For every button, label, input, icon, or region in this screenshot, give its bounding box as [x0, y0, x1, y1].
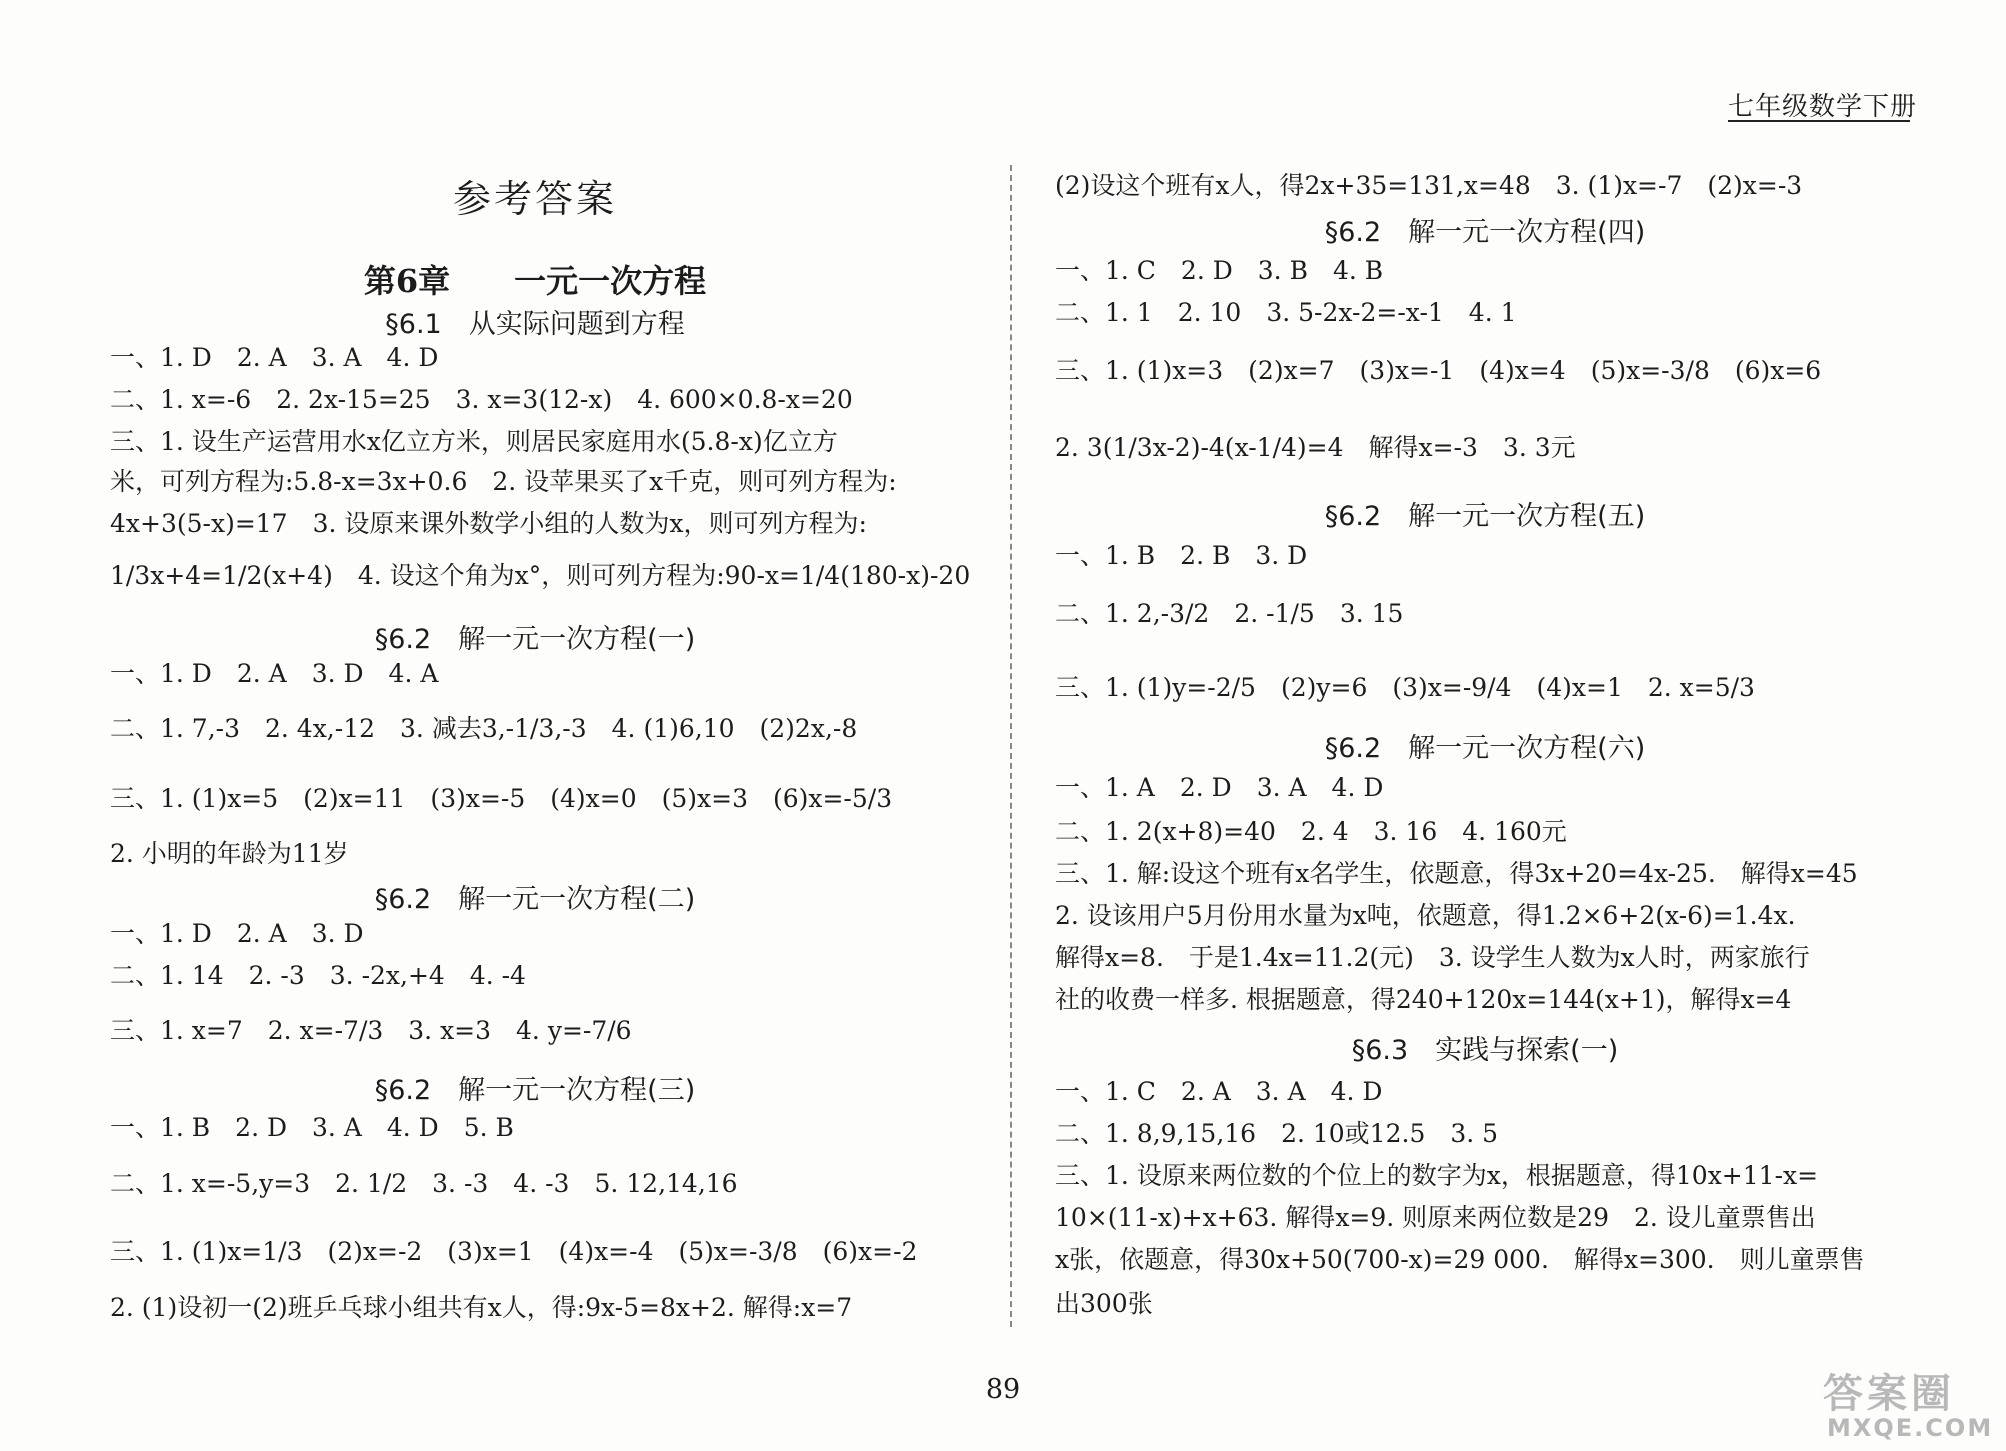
section-title: §6.1 从实际问题到方程 [385, 309, 685, 340]
section-title: §6.2 解一元一次方程(六) [1324, 733, 1646, 764]
answer-line: 一、1. B 2. B 3. D [1055, 541, 1308, 570]
answer-line: 解得x=8. 于是1.4x=11.2(元) 3. 设学生人数为x人时，两家旅行 [1055, 943, 1810, 972]
answer-line: 二、1. 2(x+8)=40 2. 4 3. 16 4. 160元 [1055, 817, 1567, 846]
answer-line: 二、1. 2,-3/2 2. -1/5 3. 15 [1055, 599, 1404, 628]
answer-line: 社的收费一样多. 根据题意，得240+120x=144(x+1)，解得x=4 [1055, 985, 1792, 1014]
watermark-url: MXQE.COM [1827, 1414, 1994, 1442]
answer-line: 一、1. D 2. A 3. D [110, 919, 364, 948]
watermark-logo [1815, 1362, 1997, 1444]
answer-line: 1/3x+4=1/2(x+4) 4. 设这个角为x°，则可列方程为:90-x=1/4(180-x)-20 [110, 561, 971, 590]
answer-line: 一、1. B 2. D 3. A 4. D 5. B [110, 1113, 514, 1142]
answer-line: 一、1. A 2. D 3. A 4. D [1055, 773, 1384, 802]
section-title: §6.2 解一元一次方程(一) [374, 624, 696, 655]
watermark-text: 答案圈 [1823, 1371, 1955, 1417]
answer-line: x张，依题意，得30x+50(700-x)=29 000. 解得x=300. 则儿童票售 [1055, 1245, 1865, 1274]
section-title: §6.3 实践与探索(一) [1351, 1035, 1619, 1066]
answer-line: 米，可列方程为:5.8-x=3x+0.6 2. 设苹果买了x千克，则可列方程为: [110, 467, 897, 496]
answer-line: 二、1. 8,9,15,16 2. 10或12.5 3. 5 [1055, 1119, 1499, 1148]
answer-line: (2)设这个班有x人，得2x+35=131,x=48 3. (1)x=-7 (2)x=-3 [1055, 171, 1803, 200]
answer-line: 三、1. (1)x=3 (2)x=7 (3)x=-1 (4)x=4 (5)x=-3/8 (6)x=6 [1055, 356, 1822, 385]
answer-line: 2. 3(1/3x-2)-4(x-1/4)=4 解得x=-3 3. 3元 [1055, 433, 1576, 462]
answer-line: 一、1. C 2. D 3. B 4. B [1055, 256, 1384, 285]
section-title: §6.2 解一元一次方程(五) [1324, 501, 1646, 532]
chapter-title: 第6章 一元一次方程 [363, 262, 707, 300]
answer-line: 出300张 [1055, 1289, 1153, 1318]
page-number: 89 [985, 1374, 1021, 1405]
answer-line: 二、1. x=-6 2. 2x-15=25 3. x=3(12-x) 4. 600×0.8-x=20 [110, 385, 853, 414]
answer-line: 二、1. 1 2. 10 3. 5-2x-2=-x-1 4. 1 [1055, 298, 1517, 327]
section-title: §6.2 解一元一次方程(二) [374, 884, 696, 915]
section-title: §6.2 解一元一次方程(四) [1324, 217, 1646, 248]
answer-line: 三、1. (1)y=-2/5 (2)y=6 (3)x=-9/4 (4)x=1 2. x=5/3 [1055, 673, 1755, 702]
answer-line: 一、1. D 2. A 3. D 4. A [110, 659, 439, 688]
header-rule [1728, 120, 1910, 122]
answer-line: 二、1. 14 2. -3 3. -2x,+4 4. -4 [110, 961, 526, 990]
answer-line: 一、1. D 2. A 3. A 4. D [110, 343, 439, 372]
answer-line: 三、1. 解:设这个班有x名学生，依题意，得3x+20=4x-25. 解得x=45 [1055, 859, 1858, 888]
column-divider [1010, 165, 1012, 1327]
page-title: 参考答案 [452, 177, 617, 221]
answer-line: 三、1. (1)x=1/3 (2)x=-2 (3)x=1 (4)x=-4 (5)x=-3/8 (6)x=-2 [110, 1237, 918, 1266]
answer-line: 二、1. x=-5,y=3 2. 1/2 3. -3 4. -3 5. 12,14,16 [110, 1169, 738, 1198]
answer-line: 三、1. (1)x=5 (2)x=11 (3)x=-5 (4)x=0 (5)x=3 (6)x=-5/3 [110, 784, 893, 813]
answer-line: 2. (1)设初一(2)班乒乓球小组共有x人，得:9x-5=8x+2. 解得:x=7 [110, 1293, 853, 1322]
answer-line: 4x+3(5-x)=17 3. 设原来课外数学小组的人数为x，则可列方程为: [110, 509, 867, 538]
section-title: §6.2 解一元一次方程(三) [374, 1075, 696, 1106]
answer-line: 三、1. 设生产运营用水x亿立方米，则居民家庭用水(5.8-x)亿立方 [110, 427, 838, 456]
answer-line: 2. 设该用户5月份用水量为x吨，依题意，得1.2×6+2(x-6)=1.4x. [1055, 901, 1796, 930]
answer-line: 2. 小明的年龄为11岁 [110, 839, 349, 868]
answer-line: 10×(11-x)+x+63. 解得x=9. 则原来两位数是29 2. 设儿童票售出 [1055, 1203, 1816, 1232]
header-book-title: 七年级数学下册 [1728, 92, 1918, 122]
answer-line: 三、1. x=7 2. x=-7/3 3. x=3 4. y=-7/6 [110, 1016, 632, 1045]
answer-line: 三、1. 设原来两位数的个位上的数字为x，根据题意，得10x+11-x= [1055, 1161, 1819, 1190]
answer-line: 一、1. C 2. A 3. A 4. D [1055, 1077, 1383, 1106]
answer-line: 二、1. 7,-3 2. 4x,-12 3. 减去3,-1/3,-3 4. (1)6,10 (2)2x,-8 [110, 714, 858, 743]
